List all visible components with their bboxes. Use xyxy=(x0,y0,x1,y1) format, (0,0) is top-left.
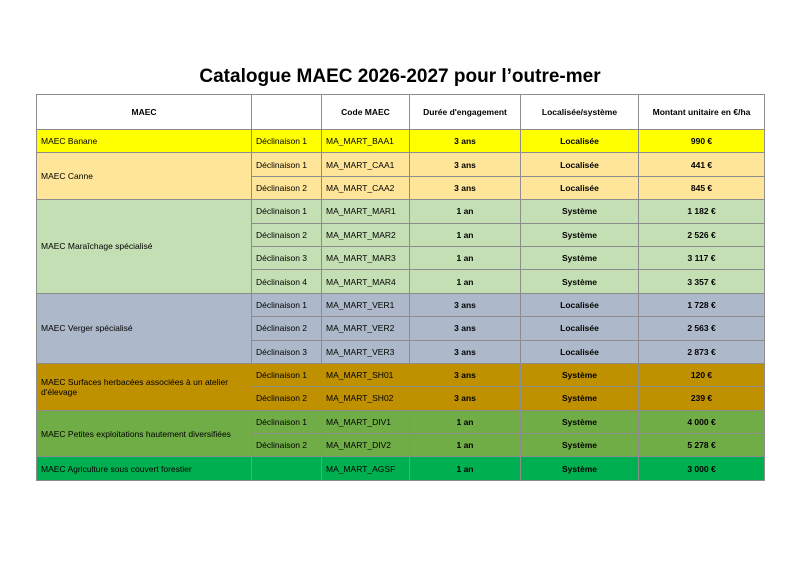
maec-name-cell: MAEC Verger spécialisé xyxy=(37,293,252,363)
declinaison-cell: Déclinaison 1 xyxy=(252,130,322,153)
table-row xyxy=(37,410,765,433)
table-row xyxy=(37,153,765,176)
declinaison-cell: Déclinaison 1 xyxy=(252,363,322,386)
type-cell: Système xyxy=(521,457,639,480)
code-cell: MA_MART_CAA1 xyxy=(322,153,410,176)
code-cell: MA_MART_MAR3 xyxy=(322,246,410,269)
duree-cell: 1 an xyxy=(410,200,521,223)
montant-cell: 1 728 € xyxy=(639,293,765,316)
montant-cell: 239 € xyxy=(639,387,765,410)
code-cell: MA_MART_AGSF xyxy=(322,457,410,480)
type-cell: Système xyxy=(521,223,639,246)
type-cell: Système xyxy=(521,270,639,293)
type-cell: Localisée xyxy=(521,130,639,153)
type-cell: Système xyxy=(521,200,639,223)
montant-cell: 3 357 € xyxy=(639,270,765,293)
code-cell: MA_MART_DIV1 xyxy=(322,410,410,433)
table-row xyxy=(37,457,765,480)
montant-cell: 2 873 € xyxy=(639,340,765,363)
type-cell: Localisée xyxy=(521,176,639,199)
type-cell: Système xyxy=(521,363,639,386)
code-cell: MA_MART_DIV2 xyxy=(322,434,410,457)
montant-cell: 3 117 € xyxy=(639,246,765,269)
declinaison-cell xyxy=(252,457,322,480)
header-type: Localisée/système xyxy=(521,95,639,130)
declinaison-cell: Déclinaison 2 xyxy=(252,317,322,340)
declinaison-cell: Déclinaison 2 xyxy=(252,223,322,246)
duree-cell: 1 an xyxy=(410,410,521,433)
declinaison-cell: Déclinaison 3 xyxy=(252,246,322,269)
type-cell: Localisée xyxy=(521,153,639,176)
montant-cell: 990 € xyxy=(639,130,765,153)
duree-cell: 3 ans xyxy=(410,153,521,176)
maec-name-cell: MAEC Banane xyxy=(37,130,252,153)
declinaison-cell: Déclinaison 1 xyxy=(252,200,322,223)
duree-cell: 3 ans xyxy=(410,176,521,199)
code-cell: MA_MART_VER1 xyxy=(322,293,410,316)
maec-name-cell: MAEC Maraîchage spécialisé xyxy=(37,200,252,294)
declinaison-cell: Déclinaison 1 xyxy=(252,293,322,316)
declinaison-cell: Déclinaison 4 xyxy=(252,270,322,293)
maec-name-cell: MAEC Surfaces herbacées associées à un atelier d'élevage xyxy=(37,363,252,410)
duree-cell: 1 an xyxy=(410,270,521,293)
code-cell: MA_MART_SH01 xyxy=(322,363,410,386)
code-cell: MA_MART_BAA1 xyxy=(322,130,410,153)
duree-cell: 1 an xyxy=(410,457,521,480)
maec-catalogue-table xyxy=(36,94,765,481)
declinaison-cell: Déclinaison 2 xyxy=(252,176,322,199)
duree-cell: 3 ans xyxy=(410,363,521,386)
duree-cell: 3 ans xyxy=(410,293,521,316)
code-cell: MA_MART_VER2 xyxy=(322,317,410,340)
header-duree: Durée d'engagement xyxy=(410,95,521,130)
montant-cell: 5 278 € xyxy=(639,434,765,457)
montant-cell: 1 182 € xyxy=(639,200,765,223)
declinaison-cell: Déclinaison 1 xyxy=(252,410,322,433)
code-cell: MA_MART_MAR1 xyxy=(322,200,410,223)
code-cell: MA_MART_SH02 xyxy=(322,387,410,410)
montant-cell: 441 € xyxy=(639,153,765,176)
header-declinaison xyxy=(252,95,322,130)
maec-name-cell: MAEC Canne xyxy=(37,153,252,200)
duree-cell: 1 an xyxy=(410,246,521,269)
table-body xyxy=(37,130,765,481)
type-cell: Système xyxy=(521,387,639,410)
declinaison-cell: Déclinaison 1 xyxy=(252,153,322,176)
duree-cell: 3 ans xyxy=(410,317,521,340)
header-row xyxy=(37,95,765,130)
montant-cell: 2 563 € xyxy=(639,317,765,340)
code-cell: MA_MART_MAR2 xyxy=(322,223,410,246)
duree-cell: 1 an xyxy=(410,223,521,246)
type-cell: Système xyxy=(521,246,639,269)
table-row xyxy=(37,200,765,223)
montant-cell: 120 € xyxy=(639,363,765,386)
montant-cell: 845 € xyxy=(639,176,765,199)
table-row xyxy=(37,130,765,153)
type-cell: Localisée xyxy=(521,317,639,340)
maec-name-cell: MAEC Agriculture sous couvert forestier xyxy=(37,457,252,480)
table-row xyxy=(37,363,765,386)
duree-cell: 3 ans xyxy=(410,130,521,153)
declinaison-cell: Déclinaison 2 xyxy=(252,434,322,457)
type-cell: Système xyxy=(521,434,639,457)
type-cell: Localisée xyxy=(521,293,639,316)
duree-cell: 3 ans xyxy=(410,340,521,363)
header-montant: Montant unitaire en €/ha xyxy=(639,95,765,130)
duree-cell: 1 an xyxy=(410,434,521,457)
duree-cell: 3 ans xyxy=(410,387,521,410)
montant-cell: 4 000 € xyxy=(639,410,765,433)
montant-cell: 3 000 € xyxy=(639,457,765,480)
maec-name-cell: MAEC Petites exploitations hautement diversifiées xyxy=(37,410,252,457)
table-row xyxy=(37,293,765,316)
code-cell: MA_MART_VER3 xyxy=(322,340,410,363)
declinaison-cell: Déclinaison 2 xyxy=(252,387,322,410)
montant-cell: 2 526 € xyxy=(639,223,765,246)
code-cell: MA_MART_MAR4 xyxy=(322,270,410,293)
type-cell: Système xyxy=(521,410,639,433)
header-code: Code MAEC xyxy=(322,95,410,130)
code-cell: MA_MART_CAA2 xyxy=(322,176,410,199)
type-cell: Localisée xyxy=(521,340,639,363)
page-title: Catalogue MAEC 2026-2027 pour l’outre-mer xyxy=(199,66,601,87)
header-maec: MAEC xyxy=(37,95,252,130)
declinaison-cell: Déclinaison 3 xyxy=(252,340,322,363)
